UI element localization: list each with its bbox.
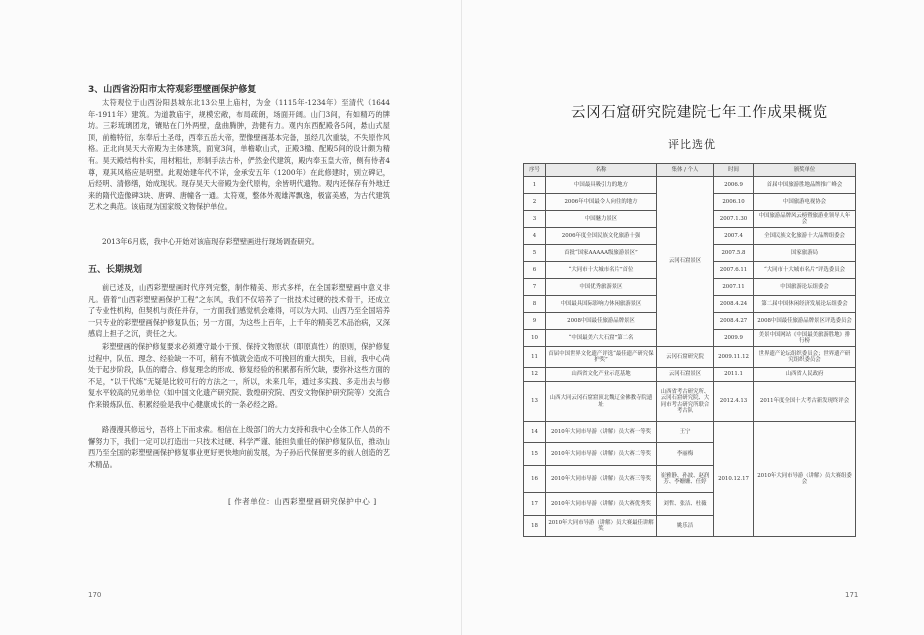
cell-name: 中国最具吸引力的地方 bbox=[546, 177, 657, 194]
cell-name: 山西省文化产业示范基地 bbox=[546, 368, 657, 382]
table-header-row bbox=[524, 164, 856, 177]
table-row bbox=[524, 422, 856, 443]
cell-name: 2010年大同市导游（讲解）员大赛优秀奖 bbox=[546, 493, 657, 516]
cell-name: 首批“国家AAAAA级旅游景区” bbox=[546, 245, 657, 262]
cell-time: 2007.5.8 bbox=[714, 245, 754, 262]
cell-recipient: 李丽梅 bbox=[657, 443, 714, 466]
cell-name: 2010年大同市导游（讲解）员大赛一等奖 bbox=[546, 422, 657, 443]
cell-org: 2008中国最佳旅游品牌景区评选委员会 bbox=[754, 313, 856, 330]
cell-org: 国家旅游局 bbox=[754, 245, 856, 262]
cell-org: 中国旅游品牌风云榜暨旅游业领导人年会 bbox=[754, 211, 856, 228]
cell-no: 3 bbox=[524, 211, 546, 228]
cell-name: 2010年大同市导游（讲解）员大赛最佳讲解奖 bbox=[546, 516, 657, 537]
section-subtitle: 评比选优 bbox=[668, 138, 716, 151]
section5-heading: 五、长期规划 bbox=[88, 265, 143, 275]
table-row bbox=[524, 368, 856, 382]
cell-time: 2006.9 bbox=[714, 177, 754, 194]
cell-no: 14 bbox=[524, 422, 546, 443]
section3-heading: 3、山西省汾阳市太符观彩塑壁画保护修复 bbox=[88, 85, 257, 95]
cell-name: 中国优秀旅游景区 bbox=[546, 279, 657, 296]
cell-time: 2007.11 bbox=[714, 279, 754, 296]
cell-recipient: 姚乐洁 bbox=[657, 516, 714, 537]
cell-time: 2011.1 bbox=[714, 368, 754, 382]
cell-no: 7 bbox=[524, 279, 546, 296]
cell-name: 首届中国世界文化遗产评选“最佳遗产研究保护奖” bbox=[546, 347, 657, 368]
cell-no: 16 bbox=[524, 466, 546, 493]
cell-recipient: 王宁 bbox=[657, 422, 714, 443]
cell-name: 山西大同云冈石窟窟顶北魏辽金佛教寺院遗址 bbox=[546, 382, 657, 422]
cell-time: 2008.4.24 bbox=[714, 296, 754, 313]
table-row bbox=[524, 177, 856, 194]
cell-recipient: 刘哲、张洁、杜薇 bbox=[657, 493, 714, 516]
cell-org: 美景中国网站《中国最美旅游胜地》排行榜 bbox=[754, 330, 856, 347]
cell-time: 2008.4.27 bbox=[714, 313, 754, 330]
cell-name: 2008中国最佳旅游品牌景区 bbox=[546, 313, 657, 330]
awards-table bbox=[523, 163, 856, 537]
cell-no: 2 bbox=[524, 194, 546, 211]
page-number-left: 170 bbox=[88, 591, 102, 599]
cell-name: “大同市十大城市名片”首位 bbox=[546, 262, 657, 279]
cell-no: 11 bbox=[524, 347, 546, 368]
cell-time-group: 2010.12.17 bbox=[714, 422, 754, 537]
cell-no: 6 bbox=[524, 262, 546, 279]
cell-org-group: 2010年大同市导游（讲解）员大赛组委会 bbox=[754, 422, 856, 537]
cell-no: 9 bbox=[524, 313, 546, 330]
cell-org: 中国旅游论坛组委会 bbox=[754, 279, 856, 296]
section5-paragraph-3: 路漫漫其修远兮，吾将上下而求索。相信在上级部门的大力支持和我中心全体工作人员的不懈努力下，我们一定可以打造出一只技术过硬、科学严谨、能担负重任的保护修复队伍，推动山西乃至全国的彩塑壁画保护修复事业更好更快地向前发展，为子孙后代保留更多的前人创造的艺术精品。 bbox=[88, 425, 390, 469]
author-affiliation: [ 作者单位：山西彩塑壁画研究保护中心 ] bbox=[228, 497, 377, 506]
cell-name: 2006年度全国民族文化旅游十强 bbox=[546, 228, 657, 245]
section3-paragraph-1: 太符观位于山西汾阳县城东北13公里上庙村，为金（1115年-1234年）至清代（1644年-1911年）建筑。为道教庙宇，规模宏敞，布局疏朗，场面开阔。山门3间，有如精巧的牌坊。三彩琉璃团龙，镶贴在门外两壁，盘曲腾肿，劲健有力。观内东西配殿各5间，悬山式屋顶，前檐特衍，东奉后土圣母，西奉五岳大帝，塑像壁画基本完备，虽经几次重装，不失原作风格。正北向昊天大帝殿为主体建筑，面宽3间，单檐歇山式，正殿3楹、配殿5间的设计颇为精有。昊天殿结构朴实，用材粗壮，形制手法古朴，俨然金代建筑，殿内奉玉皇大帝，侧有侍者4尊，观其风格应是明塑。此观始建年代不详，金承安五年（1200年）在此修建时，别立碑记，后经明、清修缮，始成现状。现存昊天大帝殿为金代原构，余皆明代遗物。观内还保存有外地迁来的隋代造像碑3块、唐碑、唐幢各一通。太符观，整体外观雄浑飘逸，极富美感，为古代建筑艺术之典范。该庙现为国家级文物保护单位。 bbox=[88, 98, 390, 212]
cell-time: 2007.1.30 bbox=[714, 211, 754, 228]
cell-time: 2009.9 bbox=[714, 330, 754, 347]
cell-recipient: 崔雅静、孙波、赵润芳、李姗姗、任婷 bbox=[657, 466, 714, 493]
cell-recipient: 山西省考古研究所、云冈石窟研究院、大同市考古研究所联合考古队 bbox=[657, 382, 714, 422]
cell-org: 中国旅游电视协会 bbox=[754, 194, 856, 211]
cell-no: 15 bbox=[524, 443, 546, 466]
cell-recipient-group: 云冈石窟景区 bbox=[657, 177, 714, 347]
cell-no: 13 bbox=[524, 382, 546, 422]
cell-name: “中国最美六大石窟”第二名 bbox=[546, 330, 657, 347]
cell-no: 8 bbox=[524, 296, 546, 313]
header-org: 颁奖单位 bbox=[754, 164, 856, 177]
cell-no: 5 bbox=[524, 245, 546, 262]
header-time: 时间 bbox=[714, 164, 754, 177]
cell-no: 18 bbox=[524, 516, 546, 537]
section5-paragraph-1: 前已述及，山西彩塑壁画时代序列完整，制作精美、形式多样，在全国彩塑壁画中意义非凡。借着“山西彩塑壁画保护工程”之东风，我们不仅培养了一批技术过硬的技术骨干，还成立了专业性机构，但契机与责任并存，一方面我们感觉机会难得，可以为大同、山西乃至全国培养一只专业的彩塑壁画保护修复队伍；另一方面，为这些上百年，上千年的精美艺术品治病，又深感肩上担子之沉，责任之大。 bbox=[88, 283, 390, 339]
cell-name: 中国最具国际影响力休闲旅游景区 bbox=[546, 296, 657, 313]
cell-no: 1 bbox=[524, 177, 546, 194]
cell-name: 中国魅力景区 bbox=[546, 211, 657, 228]
table-row bbox=[524, 382, 856, 422]
cell-recipient: 云冈石窟景区 bbox=[657, 368, 714, 382]
cell-time: 2006.10 bbox=[714, 194, 754, 211]
cell-time: 2007.6.11 bbox=[714, 262, 754, 279]
cell-no: 12 bbox=[524, 368, 546, 382]
cell-name: 2010年大同市导游（讲解）员大赛三等奖 bbox=[546, 466, 657, 493]
page-number-right: 171 bbox=[845, 591, 859, 599]
cell-time: 2009.11.12 bbox=[714, 347, 754, 368]
cell-no: 10 bbox=[524, 330, 546, 347]
cell-no: 4 bbox=[524, 228, 546, 245]
cell-name: 2006年中国最令人向往的地方 bbox=[546, 194, 657, 211]
cell-org: 首届中国旅游胜地品牌推广峰会 bbox=[754, 177, 856, 194]
cell-no: 17 bbox=[524, 493, 546, 516]
cell-time: 2012.4.13 bbox=[714, 382, 754, 422]
section3-paragraph-2: 2013年6月底，我中心开始对该庙现存彩塑壁画进行现场调查研究。 bbox=[102, 237, 319, 246]
page-title: 云冈石窟研究院建院七年工作成果概览 bbox=[571, 105, 828, 121]
cell-name: 2010年大同市导游（讲解）员大赛二等奖 bbox=[546, 443, 657, 466]
cell-org: “大同市十大城市名片”评选委员会 bbox=[754, 262, 856, 279]
section5-paragraph-2: 彩塑壁画的保护修复要求必须遵守最小干预、保持文物原状（即原真性）的原则，保护修复过程中，队伍、理念、经验缺一不可，稍有不慎就会造成不可挽回的重大损失，目前，我中心尚处于起步阶段，队伍的磨合、修复理念的形成、修复经验的积累都有所欠缺，要弥补这些方面的不足，“以干代练”无疑是比较可行的方法之一，所以，未来几年，通过多实践、多走出去与修复水平较高的兄弟单位（如中国文化遗产研究院、敦煌研究院、西安文物保护研究院等）交流合作来锻炼队伍、积累经验是我中心健康成长的一条必经之路。 bbox=[88, 342, 390, 409]
cell-org: 2011年度全国十大考古新发现终评会 bbox=[754, 382, 856, 422]
header-recipient: 集体 / 个人 bbox=[657, 164, 714, 177]
header-name: 名称 bbox=[546, 164, 657, 177]
cell-org: 第二届中国休闲经济发展论坛组委会 bbox=[754, 296, 856, 313]
cell-org: 世界遗产论坛组织委员会；世界遗产研究组织委员会 bbox=[754, 347, 856, 368]
cell-org: 山西省人民政府 bbox=[754, 368, 856, 382]
header-no: 序号 bbox=[524, 164, 546, 177]
cell-org: 全国民族文化旅游十大品牌组委会 bbox=[754, 228, 856, 245]
table-row bbox=[524, 347, 856, 368]
cell-time: 2007.4 bbox=[714, 228, 754, 245]
cell-recipient: 云冈石窟研究院 bbox=[657, 347, 714, 368]
